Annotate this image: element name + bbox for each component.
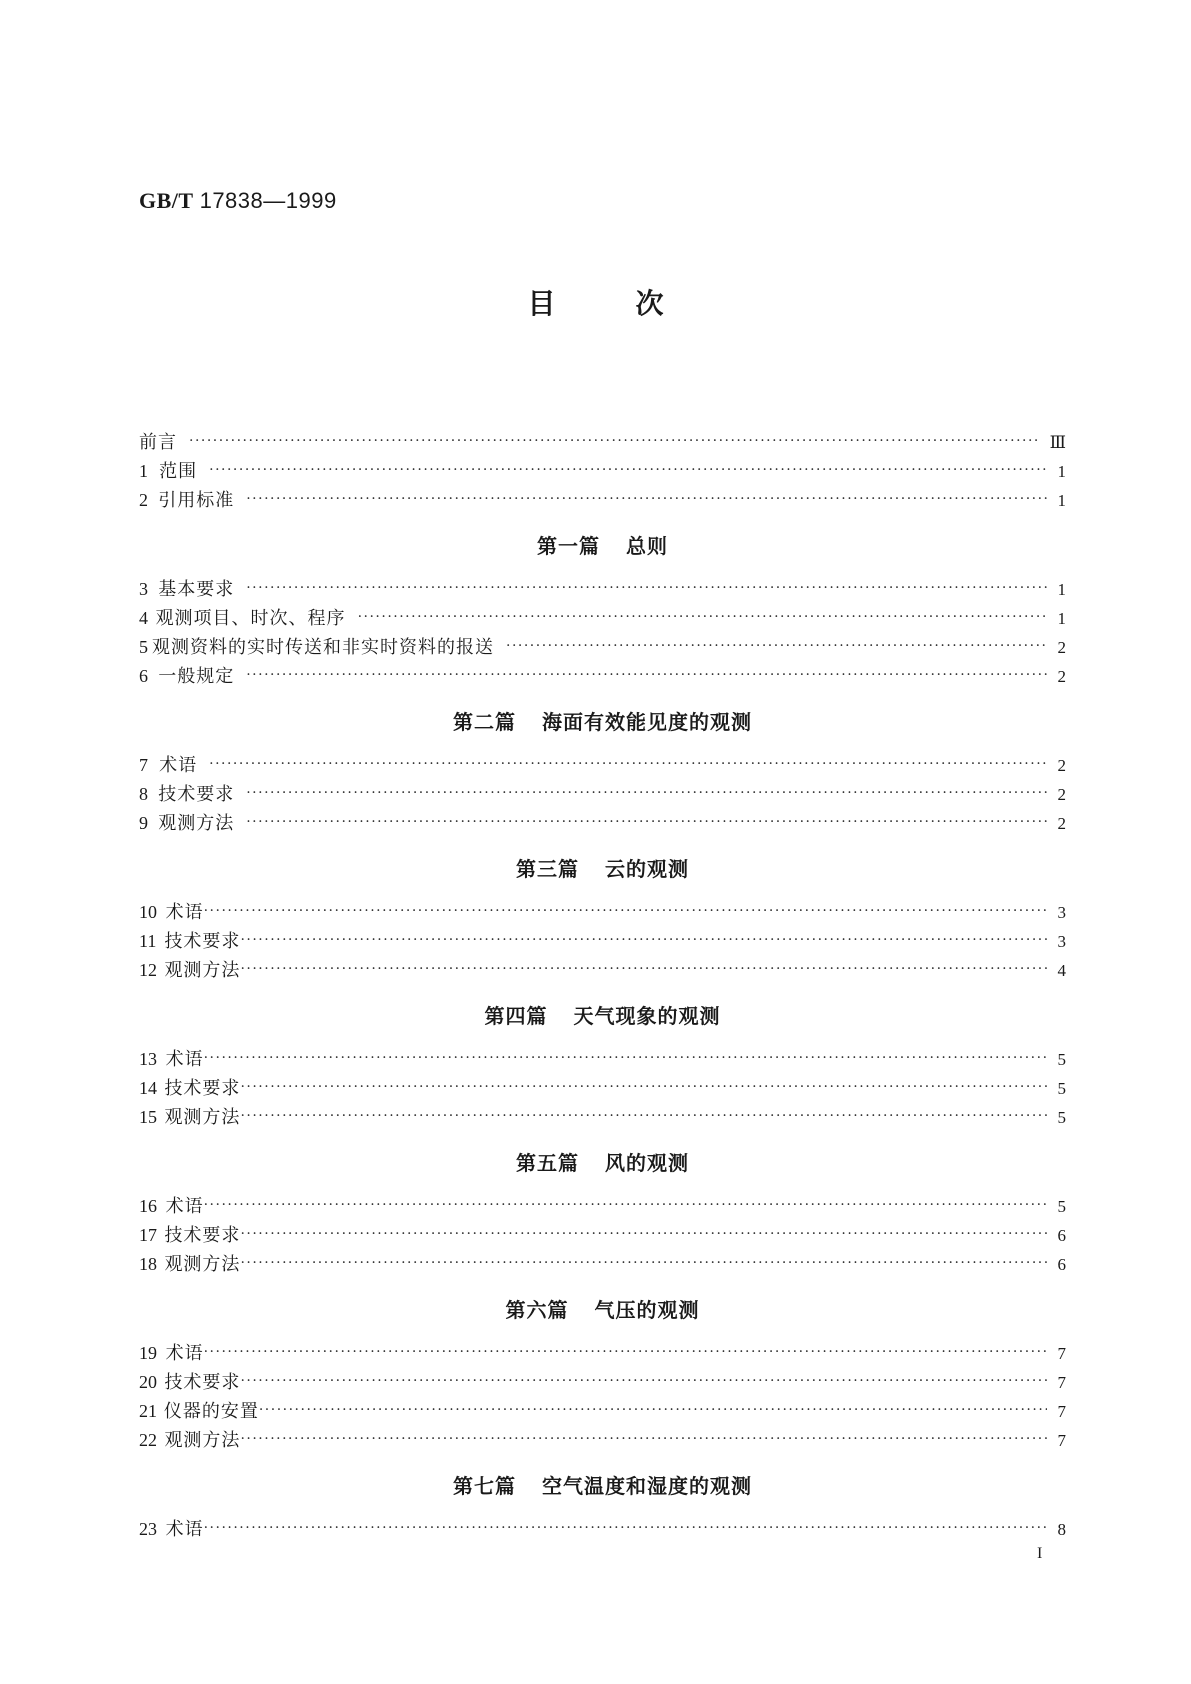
part-heading-6[interactable] [139, 1281, 1066, 1339]
dot-leader [240, 1220, 1047, 1249]
toc-entry[interactable] [139, 1103, 1066, 1132]
toc-entry[interactable] [139, 486, 1066, 515]
dot-leader [246, 661, 1047, 690]
toc-entry[interactable] [139, 809, 1066, 838]
part-title: 风的观测 [605, 1151, 689, 1175]
toc-entry-number: 14 [139, 1078, 157, 1098]
part-number: 第二篇 [453, 710, 516, 734]
dot-leader [259, 1396, 1048, 1425]
toc-entry-page: 2 [1057, 785, 1066, 804]
toc-entry[interactable] [139, 1221, 1066, 1250]
dot-leader [209, 750, 1047, 779]
toc-entry-number: 2 [139, 490, 148, 510]
toc-entry-number: 12 [139, 960, 157, 980]
toc-entry-title: 范围 [159, 461, 198, 482]
toc-entry-page: 1 [1057, 609, 1066, 628]
toc-entry-title: 仪器的安置 [163, 1401, 259, 1422]
dot-leader [358, 603, 1048, 632]
toc-entry-number: 16 [139, 1196, 157, 1216]
toc-entry[interactable] [139, 1397, 1066, 1426]
page-title: 目次 [527, 287, 744, 320]
toc-entry-title: 术语 [159, 755, 198, 776]
toc-entry-page: 4 [1057, 961, 1066, 980]
page-folio: I [1037, 1545, 1043, 1562]
toc-entry[interactable] [139, 575, 1066, 604]
dot-leader [240, 1249, 1047, 1278]
toc-entry-number: 6 [139, 666, 148, 686]
toc-entry-title: 术语 [165, 1343, 204, 1364]
toc-entry-title: 观测方法 [164, 960, 241, 981]
toc-entry-page: 5 [1057, 1050, 1066, 1069]
toc-entry-title: 引用标准 [158, 490, 235, 511]
toc-entry-title: 一般规定 [158, 666, 235, 687]
part-title: 云的观测 [605, 857, 689, 881]
dot-leader [246, 779, 1047, 808]
toc-entry-page: 2 [1057, 756, 1066, 775]
toc-entry[interactable] [139, 662, 1066, 691]
toc-entry[interactable] [139, 1250, 1066, 1279]
toc-entry-number: 8 [139, 784, 148, 804]
toc-entry-page: 6 [1057, 1226, 1066, 1245]
toc-entry-title: 技术要求 [164, 931, 241, 952]
dot-leader [240, 1367, 1047, 1396]
toc-entry-page: 7 [1057, 1431, 1066, 1450]
toc-entry-title: 技术要求 [164, 1372, 241, 1393]
toc-entry-foreword[interactable] [139, 428, 1066, 457]
toc-entry-number: 17 [139, 1225, 157, 1245]
toc-entry-page: 7 [1057, 1344, 1066, 1363]
dot-leader [246, 808, 1047, 837]
toc-entry-page: 5 [1057, 1197, 1066, 1216]
toc-entry-number: 1 [139, 461, 148, 481]
dot-leader [246, 485, 1047, 514]
toc-entry-number: 3 [139, 579, 148, 599]
part-number: 第三篇 [516, 857, 579, 881]
toc-entry-title: 技术要求 [158, 784, 235, 805]
toc-entry-title: 观测方法 [164, 1430, 241, 1451]
toc-entry-page: 2 [1057, 814, 1066, 833]
part-heading-2[interactable] [139, 693, 1066, 751]
dot-leader [240, 1102, 1047, 1131]
toc-entry[interactable] [139, 1045, 1066, 1074]
toc-entry-number: 20 [139, 1372, 157, 1392]
part-title: 空气温度和湿度的观测 [542, 1474, 752, 1498]
part-title: 总则 [626, 534, 668, 558]
toc-entry-title: 术语 [165, 1196, 204, 1217]
toc-entry[interactable] [139, 1339, 1066, 1368]
toc-entry-page: 8 [1057, 1520, 1066, 1539]
dot-leader [240, 1073, 1047, 1102]
toc-entry-number: 10 [139, 902, 157, 922]
toc-entry-number: 5 [139, 637, 148, 657]
part-number: 第七篇 [453, 1474, 516, 1498]
toc-entry-number: 9 [139, 813, 148, 833]
toc-entry-page: 3 [1057, 903, 1066, 922]
toc-entry-number: 23 [139, 1519, 157, 1539]
standard-code-prefix: GB/T [139, 188, 194, 213]
part-number: 第六篇 [505, 1298, 569, 1322]
toc-entry[interactable] [139, 898, 1066, 927]
table-of-contents [139, 428, 1066, 1544]
toc-entry-number: 4 [139, 608, 148, 628]
toc-entry-page: 1 [1057, 580, 1066, 599]
toc-entry-title: 技术要求 [164, 1078, 241, 1099]
toc-entry[interactable] [139, 604, 1066, 633]
toc-entry-number: 21 [139, 1401, 157, 1421]
toc-entry-page: 2 [1057, 667, 1066, 686]
toc-entry-page: 1 [1057, 462, 1066, 481]
part-heading-4[interactable] [139, 987, 1066, 1045]
toc-entry-page: 3 [1057, 932, 1066, 951]
toc-entry[interactable] [139, 1515, 1066, 1544]
toc-entry-number: 15 [139, 1107, 157, 1127]
toc-entry[interactable] [139, 1368, 1066, 1397]
part-title: 天气现象的观测 [573, 1004, 721, 1028]
toc-entry[interactable] [139, 1192, 1066, 1221]
toc-entry-page: 5 [1057, 1108, 1066, 1127]
toc-entry-number: 13 [139, 1049, 157, 1069]
dot-leader [240, 1425, 1047, 1454]
toc-entry[interactable] [139, 1074, 1066, 1103]
dot-leader [204, 1338, 1048, 1367]
toc-entry-title: 前言 [139, 432, 177, 453]
part-number: 第一篇 [537, 534, 600, 558]
toc-entry-page: Ⅲ [1049, 433, 1066, 452]
dot-leader [240, 955, 1047, 984]
toc-entry-number: 18 [139, 1254, 157, 1274]
dot-leader [506, 632, 1048, 661]
toc-entry[interactable] [139, 780, 1066, 809]
dot-leader [204, 1044, 1048, 1073]
toc-entry-title: 基本要求 [158, 579, 235, 600]
toc-entry-number: 11 [139, 931, 157, 951]
toc-entry-page: 2 [1057, 638, 1066, 657]
part-heading-5[interactable] [139, 1134, 1066, 1192]
toc-entry-page: 6 [1057, 1255, 1066, 1274]
toc-entry-title: 术语 [165, 1049, 204, 1070]
toc-entry-title: 观测方法 [164, 1254, 241, 1275]
part-title: 气压的观测 [594, 1298, 700, 1322]
toc-entry-title: 技术要求 [164, 1225, 241, 1246]
part-heading-1[interactable] [139, 517, 1066, 575]
dot-leader [209, 456, 1047, 485]
toc-entry[interactable] [139, 1426, 1066, 1455]
standard-code [139, 188, 337, 214]
toc-entry-title: 术语 [165, 1519, 204, 1540]
part-heading-3[interactable] [139, 840, 1066, 898]
toc-entry-number: 7 [139, 755, 148, 775]
dot-leader [240, 926, 1047, 955]
toc-entry-title: 观测资料的实时传送和非实时资料的报送 [152, 637, 494, 658]
toc-entry[interactable] [139, 633, 1066, 662]
part-heading-7[interactable] [139, 1457, 1066, 1515]
toc-entry-page: 1 [1057, 491, 1066, 510]
toc-entry-title: 观测项目、时次、程序 [155, 608, 346, 629]
toc-entry[interactable] [139, 457, 1066, 486]
part-number: 第五篇 [516, 1151, 579, 1175]
toc-entry[interactable] [139, 956, 1066, 985]
toc-entry-number: 22 [139, 1430, 157, 1450]
dot-leader [204, 897, 1048, 926]
toc-entry-title: 术语 [165, 902, 204, 923]
toc-entry[interactable] [139, 751, 1066, 780]
toc-entry-page: 7 [1057, 1373, 1066, 1392]
toc-entry-number: 19 [139, 1343, 157, 1363]
part-title: 海面有效能见度的观测 [542, 710, 752, 734]
toc-entry-page: 7 [1057, 1402, 1066, 1421]
standard-code-number: 17838—1999 [199, 188, 337, 213]
dot-leader [204, 1514, 1048, 1543]
toc-entry[interactable] [139, 927, 1066, 956]
toc-entry-page: 5 [1057, 1079, 1066, 1098]
part-number: 第四篇 [484, 1004, 548, 1028]
toc-entry-title: 观测方法 [164, 1107, 241, 1128]
dot-leader [204, 1191, 1048, 1220]
dot-leader [246, 574, 1047, 603]
toc-entry-title: 观测方法 [158, 813, 235, 834]
dot-leader [189, 427, 1040, 456]
